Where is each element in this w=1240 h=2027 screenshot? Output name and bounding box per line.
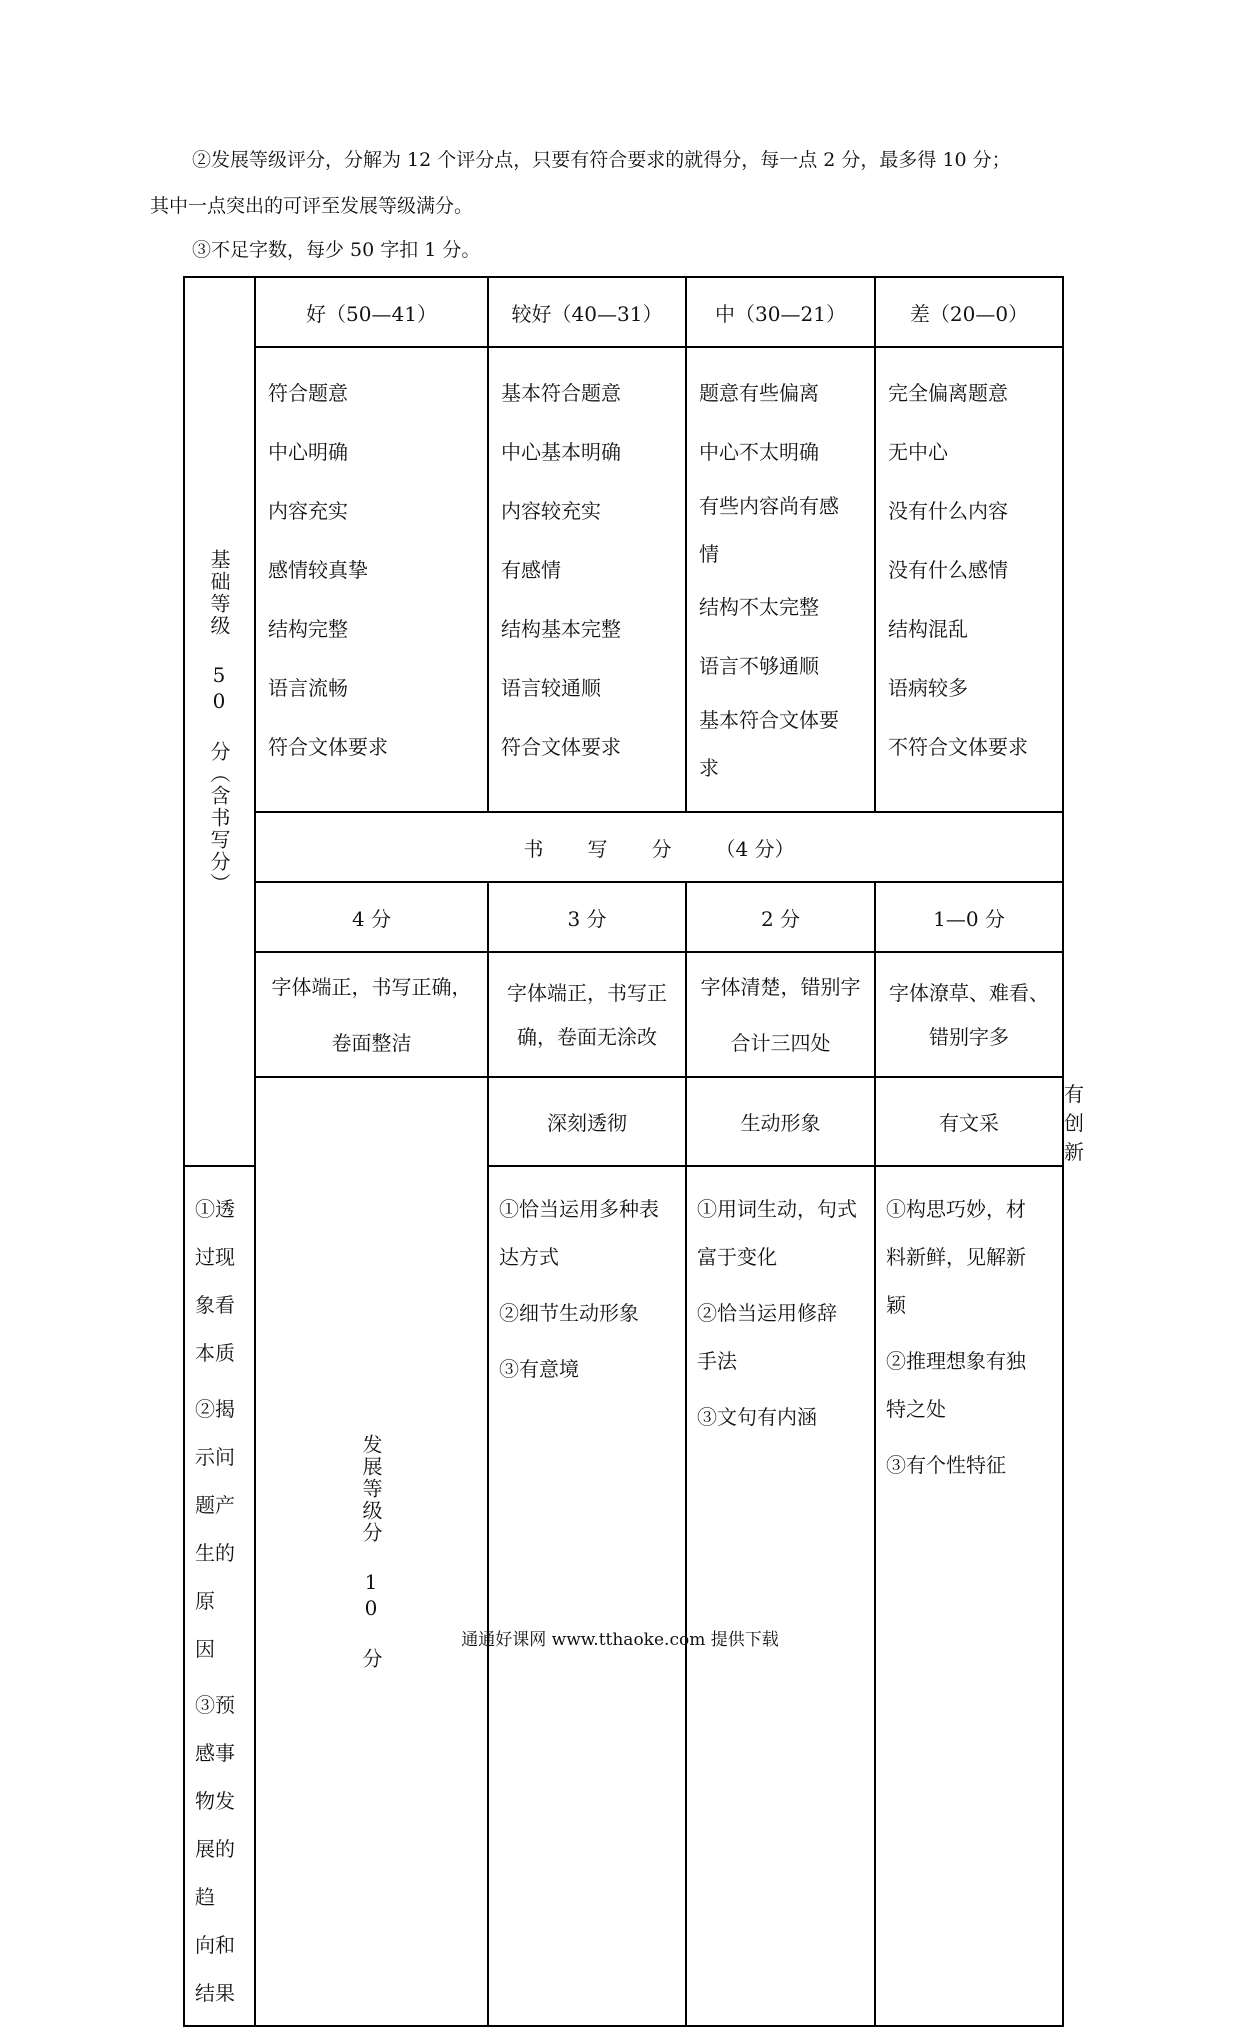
writing-score-4: 4 分	[255, 882, 488, 952]
writing-title-row	[184, 812, 1063, 882]
list-item: 结构完整	[268, 617, 348, 641]
writing-desc-3	[488, 952, 686, 1077]
writing-title-char: 分	[651, 836, 672, 861]
desc-line: 字体端正，书写正	[507, 980, 667, 1005]
list-item: ①用词生动，句式	[697, 1197, 857, 1221]
list-item: 向和结果	[195, 1933, 235, 2005]
list-item: 符合文体要求	[268, 735, 388, 759]
development-side-label-cell	[255, 1077, 488, 2026]
list-item: 颖	[886, 1293, 906, 1317]
list-item: 中心明确	[268, 440, 348, 464]
level-poor: 差（20—0）	[875, 277, 1063, 347]
writing-score-title	[255, 812, 1063, 882]
list-item: 内容充实	[268, 499, 348, 523]
list-item: 富于变化	[697, 1245, 777, 1269]
criteria-fairly-good	[488, 347, 686, 812]
category-vivid: 生动形象	[686, 1077, 875, 1166]
writing-score-1-0: 1—0 分	[875, 882, 1063, 952]
desc-line: 确，卷面无涂改	[517, 1024, 657, 1049]
list-item: 符合题意	[268, 381, 348, 405]
writing-score-3: 3 分	[488, 882, 686, 952]
list-item: ③预感事物发展的趋	[195, 1693, 235, 1909]
writing-title-points: （4 分）	[715, 836, 795, 861]
criteria-average	[686, 347, 875, 812]
list-item: 中心不太明确	[699, 440, 819, 464]
writing-score-2: 2 分	[686, 882, 875, 952]
writing-title-char: 写	[587, 836, 608, 861]
list-item: 没有什么内容	[888, 499, 1008, 523]
page-footer: 通通好课网 www.tthaoke.com 提供下载	[461, 1630, 779, 1650]
writing-desc-2	[686, 952, 875, 1077]
level-good: 好（50—41）	[255, 277, 488, 347]
list-item: 不符合文体要求	[888, 735, 1028, 759]
list-item: 没有什么感情	[888, 558, 1008, 582]
desc-line: 错别字多	[929, 1024, 1009, 1049]
writing-desc-4	[255, 952, 488, 1077]
level-fairly-good: 较好（40—31）	[488, 277, 686, 347]
list-item: 内容较充实	[501, 499, 601, 523]
list-item: 中心基本明确	[501, 440, 621, 464]
desc-line: 卷面整洁	[331, 1030, 412, 1055]
list-item: 特之处	[886, 1397, 946, 1421]
list-item: 基本符合题意	[501, 381, 621, 405]
list-item: 求	[699, 756, 719, 780]
items-profound	[184, 1166, 255, 2026]
list-item: 完全偏离题意	[888, 381, 1008, 405]
list-item: ①构思巧妙，材	[886, 1197, 1026, 1221]
basic-side-label-cell	[184, 277, 255, 1166]
development-side-label: 发展等级分 10 分	[359, 1433, 383, 1670]
list-item: ③文句有内涵	[697, 1405, 817, 1429]
desc-line: 合计三四处	[730, 1030, 831, 1055]
list-item: 达方式	[499, 1245, 559, 1269]
list-item: 符合文体要求	[501, 735, 621, 759]
list-item: 感情较真挚	[268, 558, 368, 582]
list-item: 题意有些偏离	[699, 381, 819, 405]
criteria-good	[255, 347, 488, 812]
list-item: 无中心	[888, 440, 948, 464]
development-header-row: 发展等级分 10 分 深刻透彻 生动形象 有文采 有创新	[184, 1077, 1063, 1166]
list-item: ③有个性特征	[886, 1453, 1006, 1477]
writing-desc-row	[184, 952, 1063, 1077]
list-item: 有些内容尚有感	[699, 494, 839, 518]
list-item: 语言不够通顺	[699, 654, 819, 678]
basic-criteria-row	[184, 347, 1063, 812]
desc-line: 字体端正，书写正确，	[271, 974, 472, 999]
category-profound: 深刻透彻	[488, 1077, 686, 1166]
list-item: 情	[699, 542, 719, 566]
level-average: 中（30—21）	[686, 277, 875, 347]
list-item: 基本符合文体要	[699, 708, 839, 732]
list-item: ①透过现象看本质	[195, 1197, 235, 1365]
list-item: ③有意境	[499, 1357, 579, 1381]
items-innovative	[875, 1166, 1063, 2026]
list-item: ②推理想象有独	[886, 1349, 1026, 1373]
list-item: ②细节生动形象	[499, 1301, 639, 1325]
scoring-note-development: ②发展等级评分，分解为 12 个评分点，只要有符合要求的就得分，每一点 2 分，最多得 10 分；	[192, 149, 1011, 171]
list-item: 结构不太完整	[699, 595, 819, 619]
writing-title-char: 书	[523, 836, 544, 861]
category-literary: 有文采	[875, 1077, 1063, 1166]
list-item: 结构基本完整	[501, 617, 621, 641]
list-item: 结构混乱	[888, 617, 968, 641]
list-item: ②恰当运用修辞	[697, 1301, 837, 1325]
list-item: 语病较多	[888, 676, 968, 700]
desc-line: 字体清楚，错别字	[700, 974, 861, 999]
basic-side-label: 基础等级 50 分（含书写分）	[207, 548, 231, 895]
scoring-rubric-table	[183, 276, 1084, 2027]
list-item: ①恰当运用多种表	[499, 1197, 659, 1221]
writing-desc-1-0	[875, 952, 1063, 1077]
desc-line: 字体潦草、难看、	[889, 980, 1049, 1005]
scoring-note-development-cont: 其中一点突出的可评至发展等级满分。	[150, 195, 474, 217]
list-item: 料新鲜，见解新	[886, 1245, 1026, 1269]
items-literary	[686, 1166, 875, 2026]
list-item: 因	[195, 1637, 215, 1661]
list-item: 语言较通顺	[501, 676, 601, 700]
list-item: 有感情	[501, 558, 561, 582]
list-item: 手法	[697, 1349, 737, 1373]
basic-level-header-row	[184, 277, 1063, 347]
writing-scores-row	[184, 882, 1063, 952]
list-item: 语言流畅	[268, 676, 348, 700]
items-vivid	[488, 1166, 686, 2026]
list-item: ②揭示问题产生的原	[195, 1397, 235, 1613]
scoring-note-word-count: ③不足字数，每少 50 字扣 1 分。	[192, 239, 481, 261]
criteria-poor	[875, 347, 1063, 812]
